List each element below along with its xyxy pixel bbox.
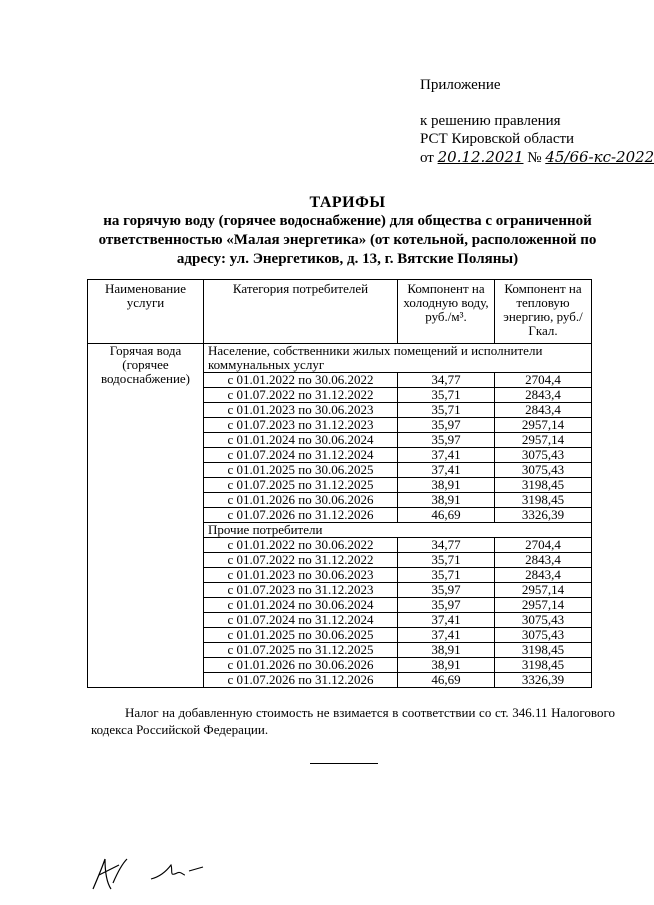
period-cell: с 01.07.2025 по 31.12.2025 [204, 643, 398, 658]
signature [85, 845, 245, 895]
heat-cell: 2957,14 [495, 583, 592, 598]
cold-cell: 38,91 [398, 493, 495, 508]
cold-cell: 35,97 [398, 583, 495, 598]
appendix-date-line [420, 148, 654, 167]
heat-cell: 2843,4 [495, 388, 592, 403]
cold-cell: 35,97 [398, 598, 495, 613]
heat-cell: 3198,45 [495, 658, 592, 673]
service-name-cell: Горячая вода (горячее водоснабжение) [88, 344, 204, 688]
heat-cell: 2704,4 [495, 538, 592, 553]
cold-cell: 35,71 [398, 553, 495, 568]
period-cell: с 01.01.2024 по 30.06.2024 [204, 598, 398, 613]
period-cell: с 01.07.2026 по 31.12.2026 [204, 508, 398, 523]
appendix-block [420, 76, 654, 167]
heat-cell: 3198,45 [495, 478, 592, 493]
appendix-label: Приложение [420, 77, 501, 93]
appendix-line2: РСТ Кировской области [420, 131, 575, 147]
header-category: Категория потребителей [204, 280, 398, 344]
appendix-no: № [527, 150, 542, 166]
heat-cell: 2704,4 [495, 373, 592, 388]
cold-cell: 37,41 [398, 463, 495, 478]
cold-cell: 35,71 [398, 403, 495, 418]
period-cell: с 01.01.2024 по 30.06.2024 [204, 433, 398, 448]
heat-cell: 2843,4 [495, 553, 592, 568]
period-cell: с 01.07.2025 по 31.12.2025 [204, 478, 398, 493]
heat-cell: 3075,43 [495, 628, 592, 643]
period-cell: с 01.01.2026 по 30.06.2026 [204, 658, 398, 673]
period-cell: с 01.07.2022 по 31.12.2022 [204, 388, 398, 403]
tariff-table [87, 279, 592, 688]
heat-cell: 3326,39 [495, 508, 592, 523]
cold-cell: 38,91 [398, 643, 495, 658]
group-name-cell: Население, собственники жилых помещений и исполнители коммунальных услуг [204, 344, 592, 373]
period-cell: с 01.07.2023 по 31.12.2023 [204, 583, 398, 598]
header-heat: Компонент на тепловую энергию, руб./Гкал. [495, 280, 592, 344]
heat-cell: 2957,14 [495, 433, 592, 448]
period-cell: с 01.07.2026 по 31.12.2026 [204, 673, 398, 688]
cold-cell: 37,41 [398, 613, 495, 628]
header-service: Наименование услуги [88, 280, 204, 344]
heat-cell: 3075,43 [495, 448, 592, 463]
table-header-row [88, 280, 592, 344]
cold-cell: 35,71 [398, 568, 495, 583]
separator-line [310, 763, 378, 764]
cold-cell: 38,91 [398, 478, 495, 493]
appendix-number: 45/66-кс-2022 [545, 148, 654, 166]
heat-cell: 2957,14 [495, 598, 592, 613]
period-cell: с 01.07.2024 по 31.12.2024 [204, 613, 398, 628]
cold-cell: 37,41 [398, 628, 495, 643]
cold-cell: 35,97 [398, 433, 495, 448]
period-cell: с 01.01.2022 по 30.06.2022 [204, 538, 398, 553]
header-cold: Компонент на холодную воду, руб./м³. [398, 280, 495, 344]
heat-cell: 2843,4 [495, 568, 592, 583]
title-main: ТАРИФЫ [309, 194, 386, 211]
cold-cell: 34,77 [398, 538, 495, 553]
cold-cell: 46,69 [398, 673, 495, 688]
document-title [80, 193, 615, 269]
group-name-cell: Прочие потребители [204, 523, 592, 538]
heat-cell: 3198,45 [495, 643, 592, 658]
period-cell: с 01.01.2025 по 30.06.2025 [204, 463, 398, 478]
heat-cell: 3075,43 [495, 463, 592, 478]
table-body [88, 344, 592, 688]
cold-cell: 38,91 [398, 658, 495, 673]
heat-cell: 3326,39 [495, 673, 592, 688]
title-sub: на горячую воду (горячее водоснабжение) для общества с ограниченной ответственностью «Малая энергетика» (от котельной, расположенной по адресу: ул. Энергетиков, д. 13, г. Вятские Поляны) [98, 213, 597, 267]
heat-cell: 3198,45 [495, 493, 592, 508]
heat-cell: 3075,43 [495, 613, 592, 628]
period-cell: с 01.01.2026 по 30.06.2026 [204, 493, 398, 508]
cold-cell: 35,97 [398, 418, 495, 433]
appendix-line1: к решению правления [420, 113, 561, 129]
heat-cell: 2843,4 [495, 403, 592, 418]
period-cell: с 01.01.2022 по 30.06.2022 [204, 373, 398, 388]
group-row [88, 344, 592, 373]
heat-cell: 2957,14 [495, 418, 592, 433]
cold-cell: 37,41 [398, 448, 495, 463]
period-cell: с 01.01.2023 по 30.06.2023 [204, 403, 398, 418]
period-cell: с 01.07.2024 по 31.12.2024 [204, 448, 398, 463]
cold-cell: 34,77 [398, 373, 495, 388]
appendix-from: от [420, 150, 434, 166]
period-cell: с 01.07.2023 по 31.12.2023 [204, 418, 398, 433]
period-cell: с 01.01.2025 по 30.06.2025 [204, 628, 398, 643]
vat-note: Налог на добавленную стоимость не взимается в соответствии со ст. 346.11 Налогового кодекса Российской Федерации. [91, 705, 615, 737]
appendix-date: 20.12.2021 [437, 148, 524, 166]
period-cell: с 01.01.2023 по 30.06.2023 [204, 568, 398, 583]
cold-cell: 46,69 [398, 508, 495, 523]
cold-cell: 35,71 [398, 388, 495, 403]
period-cell: с 01.07.2022 по 31.12.2022 [204, 553, 398, 568]
